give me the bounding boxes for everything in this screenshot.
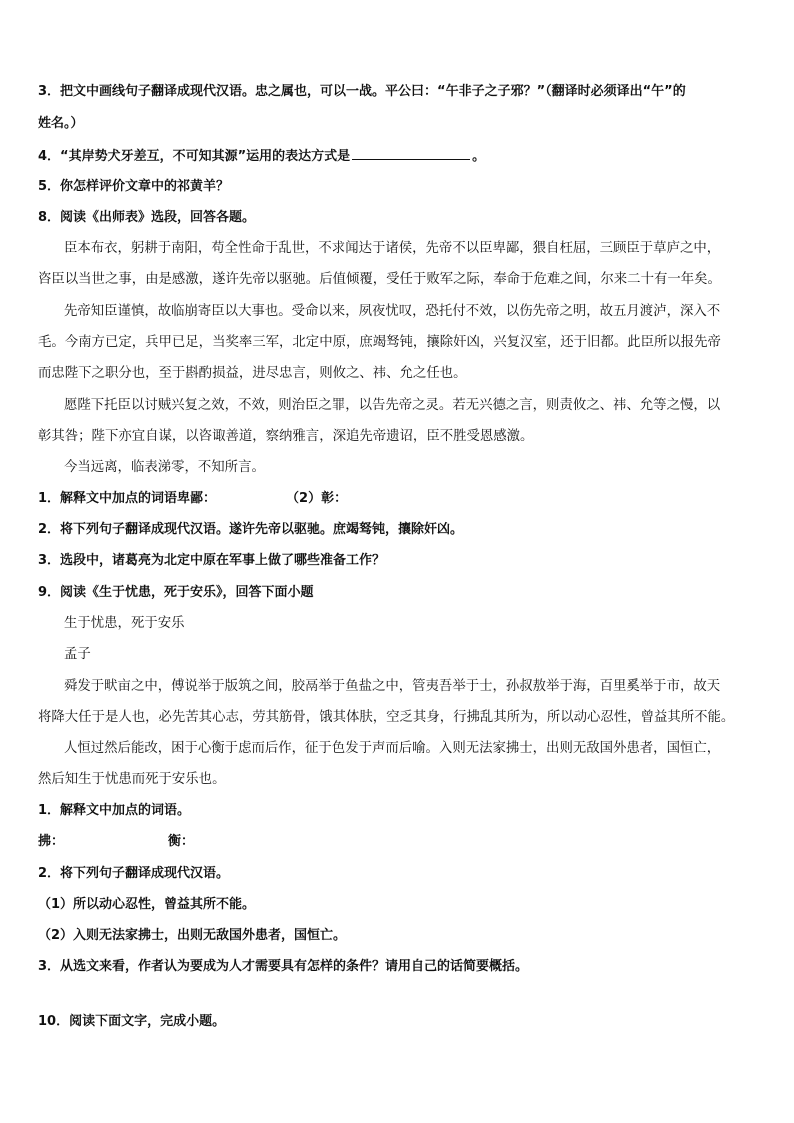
- passage-1-para-2-line-1: 先帝知臣谨慎，故临崩寄臣以大事也。受命以来，夙夜忧叹，恐托付不效，以伤先帝之明，故五月渡泸，深入不: [64, 304, 721, 319]
- question-8-1: [38, 491, 764, 507]
- passage-2-title: 生于忧患，死于安乐: [64, 616, 185, 631]
- term-heng: 衡：: [168, 834, 195, 849]
- passage-1-para-4: 今当远离，临表涕零，不知所言。: [64, 460, 265, 475]
- question-3-line-1: 3．把文中画线句子翻译成现代汉语。忠之属也，可以一战。平公曰：“午非子之子邪？”（翻译时必须译出“午”的: [38, 84, 686, 99]
- question-9-1-terms: [38, 834, 764, 850]
- question-8-3: 3．选段中，诸葛亮为北定中原在军事上做了哪些准备工作？: [38, 553, 386, 568]
- passage-2-para-1-line-2: 将降大任于是人也，必先苦其心志，劳其筋骨，饿其体肤，空乏其身，行拂乱其所为，所以动心忍性，曾益其所不能。: [38, 710, 735, 725]
- passage-2-para-1-line-1: 舜发于畎亩之中，傅说举于版筑之间，胶鬲举于鱼盐之中，管夷吾举于士，孙叔敖举于海，百里奚举于市，故天: [64, 679, 721, 694]
- question-5: 5．你怎样评价文章中的祁黄羊？: [38, 179, 230, 194]
- passage-1-para-3-line-1: 愿陛下托臣以讨贼兴复之效，不效，则治臣之罪，以告先帝之灵。若无兴德之言，则责攸之、祎、允等之慢，以: [64, 398, 721, 413]
- question-8-1-text: 1．解释文中加点的词语卑鄙：: [38, 491, 217, 506]
- question-9-2-2: （2）入则无法家拂士，出则无敌国外患者，国恒亡。: [38, 928, 347, 943]
- question-8-2: 2．将下列句子翻译成现代汉语。遂许先帝以驱驰。庶竭驽钝，攘除奸凶。: [38, 522, 464, 537]
- question-9-2-1: （1）所以动心忍性，曾益其所不能。: [38, 897, 256, 912]
- passage-1-para-1-line-2: 咨臣以当世之事，由是感激，遂许先帝以驱驰。后值倾覆，受任于败军之际，奉命于危难之间，尔来二十有一年矣。: [38, 272, 721, 287]
- answer-blank[interactable]: [352, 147, 470, 160]
- passage-1-para-2-line-3: 而忠陛下之职分也，至于斟酌损益，进尽忠言，则攸之、祎、允之任也。: [38, 366, 467, 381]
- question-4-end: 。: [472, 149, 486, 164]
- question-9-1: 1．解释文中加点的词语。: [38, 803, 191, 818]
- passage-1-para-2-line-2: 毛。今南方已定，兵甲已足，当奖率三军，北定中原，庶竭驽钝，攘除奸凶，兴复汉室，还于旧都。此臣所以报先帝: [38, 335, 721, 350]
- question-9-title: 9．阅读《生于忧患，死于安乐》，回答下面小题: [38, 585, 314, 600]
- question-9-3: 3．从选文来看，作者认为要成为人才需要具有怎样的条件？请用自己的话简要概括。: [38, 959, 529, 974]
- term-fu: 拂：: [38, 834, 65, 849]
- passage-2-author: 孟子: [64, 647, 91, 662]
- passage-2-para-2-line-2: 然后知生于忧患而死于安乐也。: [38, 772, 226, 787]
- question-10: 10．阅读下面文字，完成小题。: [38, 1014, 226, 1029]
- question-3-line-2: 姓名。）: [38, 116, 84, 131]
- question-8-1-part-2: （2）彰：: [286, 491, 348, 506]
- question-4: [38, 147, 764, 165]
- question-9-2: 2．将下列句子翻译成现代汉语。: [38, 866, 230, 881]
- passage-1-para-1-line-1: 臣本布衣，躬耕于南阳，苟全性命于乱世，不求闻达于诸侯，先帝不以臣卑鄙，猥自枉屈，三顾臣于草庐之中，: [64, 241, 721, 256]
- question-4-text: 4．“其岸势犬牙差互，不可知其源”运用的表达方式是: [38, 149, 351, 164]
- question-8-title: 8．阅读《出师表》选段，回答各题。: [38, 210, 256, 225]
- passage-2-para-2-line-1: 人恒过然后能改，困于心衡于虑而后作，征于色发于声而后喻。入则无法家拂士，出则无敌国外患者，国恒亡，: [64, 741, 721, 756]
- passage-1-para-3-line-2: 彰其咎；陛下亦宜自谋，以咨诹善道，察纳雅言，深追先帝遗诏，臣不胜受恩感激。: [38, 429, 534, 444]
